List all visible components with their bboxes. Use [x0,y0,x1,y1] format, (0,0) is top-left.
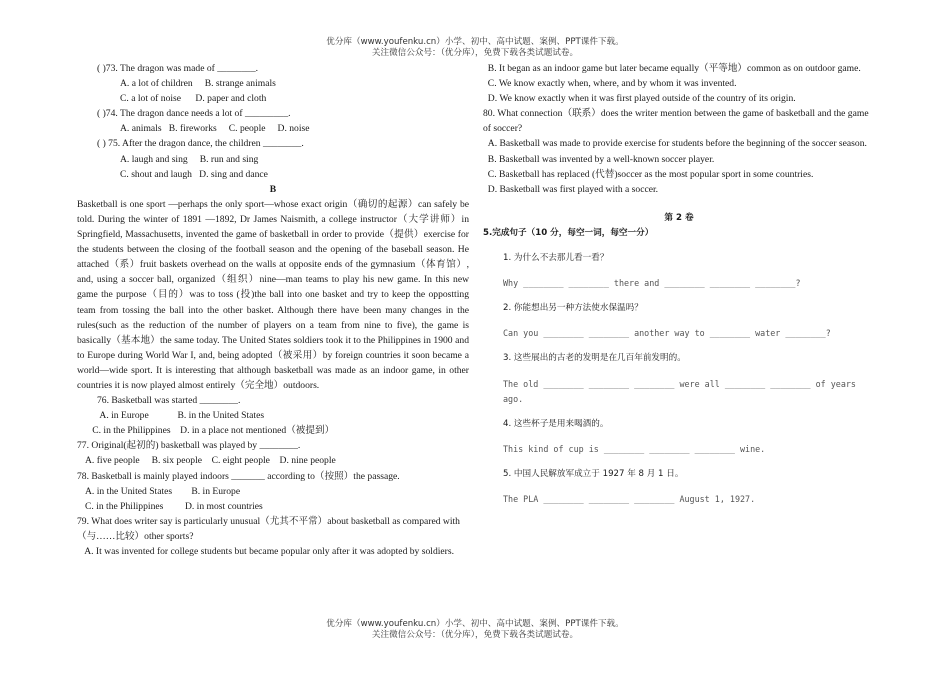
question-78-options-row2 [77,499,469,514]
option: D. noise [277,123,310,135]
section-b-title: B [269,183,277,195]
option: A. in Europe [99,410,149,422]
option: B. run and sing [199,153,259,165]
option: B. fireworks [168,123,217,135]
question-78-options-row1 [77,484,469,499]
option: A. animals [120,123,162,135]
option: B. in Europe [191,485,241,497]
header-line-1: 优分库（www.youfenku.cn）小学、初中、高中试题、案例、PPT课件下载。 [326,37,624,47]
question-75: ( ) 75. After the dragon dance, the children ________. [97,138,304,150]
option-text: A. Basketball was made to provide exercise for students before the beginning of the soccer season. [487,138,867,150]
question-80-option-a [483,136,875,151]
page-footer [0,619,950,641]
question-74-options [77,121,469,136]
sentence-3-chinese: 3. 这些展出的古老的发明是在几百年前发明的。 [503,353,686,364]
option-text: D. Basketball was first played with a soccer. [487,183,659,195]
question-73-options-row2 [77,91,469,106]
question-79-option-a [77,544,469,559]
option-text: A. It was invented for college students but became popular only after it was adopted by soldiers. [84,546,454,557]
question-75-options-row2 [77,167,469,182]
sentence-2-chinese: 2. 你能想出另一种方法使水保温吗？ [503,303,643,314]
question-80: 80. What connection（联系）does the writer mention between the game of basketball and the game of soccer? [483,108,869,135]
question-79-option-b [483,61,875,76]
option: C. a lot of noise [120,93,182,105]
page-header [0,37,950,59]
option: A. in the United States [85,485,173,497]
option: B. in the United States [177,410,265,422]
question-79-option-d [483,91,875,106]
section-5-title: 5.完成句子（10 分，每空一词，每空一分） [483,227,654,238]
question-76-options-row1 [77,408,469,423]
sentence-3-english: The old ________ ________ ________ were all ________ ________ of years ago. [503,378,856,404]
option-text: C. We know exactly when, where, and by whom it was invented. [487,78,737,90]
header-line-2: 关注微信公众号：（优分库），免费下载各类试题试卷。 [371,48,579,58]
footer-line-2: 关注微信公众号：（优分库），免费下载各类试题试卷。 [371,630,579,640]
question-77: 77. Original(起初的) basketball was played by ________. [77,440,301,452]
left-column [77,61,469,559]
question-73-options-row1 [77,76,469,91]
option: D. paper and cloth [195,93,267,105]
option-text: B. Basketball was invented by a well-known soccer player. [487,153,715,165]
sentence-5-chinese: 5. 中国人民解放军成立于 1927 年 8 月 1 日。 [503,468,684,479]
sentence-2-english: Can you ________ ________ another way to ________ water ________? [503,328,831,339]
option-text: D. We know exactly when it was first played outside of the country of its origin. [487,93,796,105]
option: C. shout and laugh [120,168,192,180]
option: A. laugh and sing [120,153,188,165]
option: C. eight people [211,455,270,467]
option: C. in the Philippines [92,425,171,437]
volume-2-title: 第 2 卷 [664,212,694,223]
option: A. five people [85,455,140,467]
option: B. six people [151,455,202,467]
option: D. sing and dance [199,168,268,180]
right-column [483,61,875,507]
question-77-options [77,453,469,468]
option: A. a lot of children [120,78,193,90]
question-74: ( )74. The dragon dance needs a lot of _________. [97,108,291,120]
reading-passage: Basketball is one sport —perhaps the only sport—whose exact origin（确切的起源）can safely be told. During the winter of 1891 —1892, Dr James Naismith, a college instructor（大学讲师）in Springfield, Massachusetts, invented the game of basketball in order to provide（提供）exercise for the students between the closing of the football season and the opening of the baseball season. He attached（系）fruit baskets overhead on the walls at opposite ends of the gymnasium（体育馆）, and, using a soccer ball, organized（组织）nine—man teams to play his new game. In this new game the purpose（目的）was to toss (投)the ball into one basket and try to keep the oppostting team from tossing the ball into the other basket. Although there have been many changes in the rules(such as the reduction of the number of players on a team from nine to five), the game is basically（基本地）the same today. The United States soldiers took it to the Philippines in 1900 and to Europe during World War I, and, being adopted（被采用）by foreign countries it soon became a world—wide sport. It is interesting that although basketball was made as an indoor game, in other countries it is now played almost entirely（完全地）outdoors. [77,198,469,391]
sentence-1-chinese: 1. 为什么不去那儿看一看？ [503,253,609,264]
sentence-1-english: Why ________ ________ there and ________ ________ ________? [503,278,801,289]
option: C. in the Philippines [85,500,164,512]
question-78: 78. Basketball is mainly played indoors _______ according to（按照）the passage. [77,470,400,482]
option-text: C. Basketball has replaced (代替)soccer as the most popular sport in some countries. [487,168,814,180]
option: D. nine people [279,455,336,467]
option: B. strange animals [204,78,276,90]
sentence-4-chinese: 4. 这些杯子是用来喝酒的。 [503,418,609,429]
question-79: 79. What does writer say is particularly unusual（尤其不平常）about basketball as compared with（与……比较）other sports? [77,515,460,542]
option-text: B. It began as an indoor game but later became equally（平等地）common as on outdoor game. [487,63,861,74]
question-79-option-c [483,76,875,91]
question-80-option-b [483,152,875,167]
option: D. in most countries [184,500,263,512]
question-75-options-row1 [77,152,469,167]
option: D. in a place not mentioned（被提到） [180,425,335,437]
footer-line-1: 优分库（www.youfenku.cn）小学、初中、高中试题、案例、PPT课件下载。 [326,619,624,629]
option: C. people [228,123,266,135]
question-73: ( )73. The dragon was made of ________. [97,63,259,74]
question-76: 76. Basketball was started ________. [97,395,241,407]
sentence-4-english: This kind of cup is ________ ________ ________ wine. [503,443,766,454]
question-76-options-row2 [77,423,469,438]
question-80-option-d [483,182,875,197]
sentence-5-english: The PLA ________ ________ ________ August 1, 1927. [503,493,756,504]
question-80-option-c [483,167,875,182]
